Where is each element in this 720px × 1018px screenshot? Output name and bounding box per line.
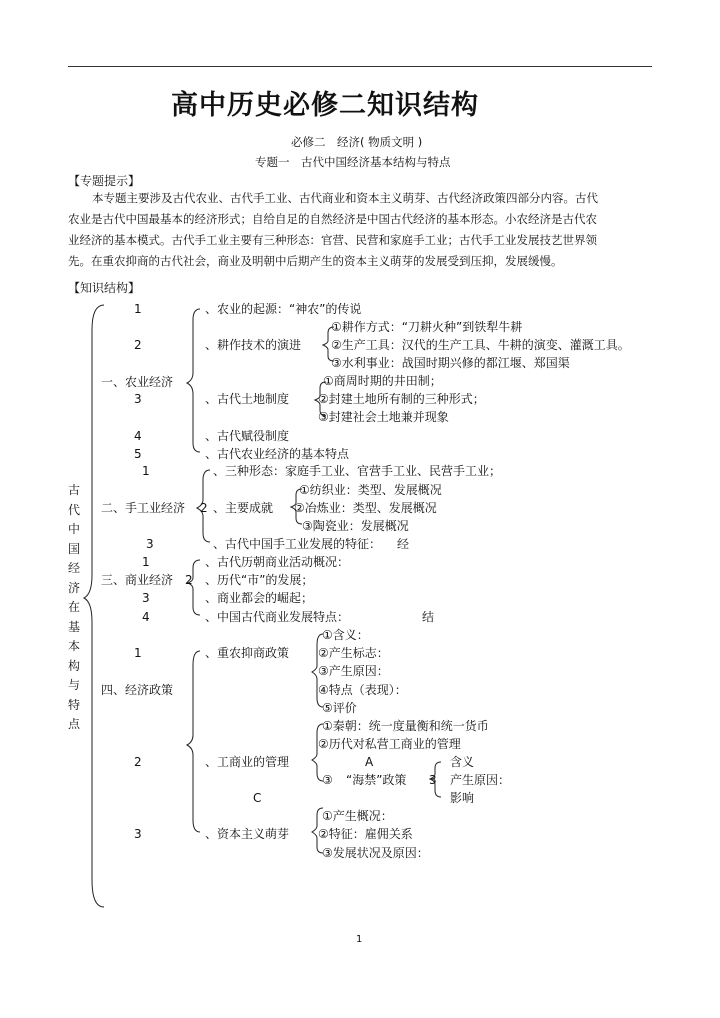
item-number: 4: [142, 610, 150, 624]
page-subtitle: 必修二 经济( 物质文明 ): [291, 135, 423, 149]
item-c4: 、中国古代商业发展特点：: [205, 610, 350, 624]
item-h2-2: ②冶炼业：类型、发展概况: [294, 501, 437, 515]
item-p3-1: ①产生概况：: [322, 809, 393, 823]
item-number: 1: [142, 555, 150, 569]
item-number: 3: [134, 827, 142, 841]
item-a2-1: ①耕作方式：“刀耕火种”到铁犁牛耕: [331, 320, 523, 334]
page-number: 1: [356, 934, 363, 945]
item-number: 4: [134, 429, 142, 443]
item-c4-tail: 结: [422, 610, 435, 624]
item-number: 3: [134, 392, 142, 406]
item-a3: 、古代土地制度: [205, 392, 290, 406]
item-c3: 、商业都会的崛起；: [205, 591, 314, 605]
section-agriculture: 一、农业经济: [101, 375, 174, 389]
item-a3-3: ③封建社会土地兼并现象: [318, 410, 449, 424]
section-policy: 四、经济政策: [101, 683, 174, 697]
item-a4: 、古代赋役制度: [205, 429, 290, 443]
item-a3-2: ②封建土地所有制的三种形式；: [318, 392, 485, 406]
item-number: 2: [185, 573, 193, 587]
item-number: 2: [200, 501, 208, 515]
item-p1-4: ④特点（表现）：: [318, 683, 407, 697]
tips-line: 业经济的基本模式。古代手工业主要有三种形态：官营、民营和家庭手工业；古代手工业发展技艺世界领: [68, 233, 597, 247]
root-bracket: [84, 305, 104, 907]
item-c1: 、古代历朝商业活动概况：: [205, 555, 350, 569]
item-number: 3: [142, 591, 150, 605]
item-a1: 、农业的起源：“神农”的传说: [205, 302, 362, 316]
item-number: 3: [146, 537, 154, 551]
root-label: 古代中国经济在基本构与特点: [67, 483, 80, 731]
agri-bracket: [187, 309, 200, 452]
item-a2-3: ③水利事业：战国时期兴修的都江堰、郑国渠: [331, 356, 570, 370]
stray-digit-3: 3: [429, 773, 437, 787]
item-a5: 、古代农业经济的基本特点: [205, 447, 350, 461]
policy-bracket: [187, 651, 200, 832]
item-number: 2: [134, 755, 142, 769]
item-number: 1: [134, 302, 142, 316]
item-p2-2: ②历代对私营工商业的管理: [318, 737, 461, 751]
item-number: 5: [134, 447, 142, 461]
item-p3: 、资本主义萌芽: [205, 827, 290, 841]
item-h3: 、古代中国手工业发展的特征：: [213, 537, 382, 551]
item-p2-3-num: ③: [322, 773, 333, 787]
item-h3-tail: 经: [397, 537, 410, 551]
page-title: 高中历史必修二知识结构: [171, 90, 479, 121]
item-p2-3: “海禁”政策: [346, 773, 407, 787]
item-p3-2: ②特征：雇佣关系: [318, 827, 413, 841]
item-p2-3-3: 影响: [450, 791, 475, 805]
item-number: 1: [134, 646, 142, 660]
stray-letter-a: A: [365, 755, 374, 769]
item-h2-3: ③陶瓷业：发展概况: [302, 519, 409, 533]
tips-line: 先。在重农抑商的古代社会，商业及明朝中后期产生的资本主义萌芽的发展受到压抑，发展缓慢。: [68, 254, 563, 268]
item-p1: 、重农抑商政策: [205, 646, 290, 660]
item-p1-2: ②产生标志：: [318, 646, 389, 660]
item-h1: 、三种形态：家庭手工业、官营手工业、民营手工业；: [213, 464, 502, 478]
item-c2: 、历代“市”的发展；: [205, 573, 314, 587]
topic-heading: 专题一 古代中国经济基本结构与特点: [255, 155, 451, 169]
item-p1-5: ⑤评价: [322, 701, 357, 715]
item-p3-3: ③发展状况及原因：: [322, 846, 429, 860]
tips-line: 本专题主要涉及古代农业、古代手工业、古代商业和资本主义萌芽、古代经济政策四部分内容。古代: [92, 191, 598, 205]
item-p2-3-1: 含义: [450, 755, 475, 769]
structure-label: 【知识结构】: [68, 281, 141, 295]
section-handicraft: 二、手工业经济: [101, 501, 186, 515]
item-p1-1: ①含义：: [322, 628, 369, 642]
item-p2-1: ①秦朝：统一度量衡和统一货币: [322, 719, 489, 733]
tips-line: 农业是古代中国最基本的经济形式；自给自足的自然经济是中国古代经济的基本形态。小农经济是古代农: [68, 212, 597, 226]
item-h2: 、主要成就: [213, 501, 274, 515]
item-p1-3: ③产生原因：: [318, 664, 389, 678]
item-p2: 、工商业的管理: [205, 755, 290, 769]
section-commerce: 三、商业经济: [101, 573, 174, 587]
stray-letter-c: C: [253, 791, 262, 805]
tips-label: 【专题提示】: [68, 174, 141, 188]
item-p2-3-2: 产生原因：: [450, 773, 511, 787]
item-a3-1: ①商周时期的井田制；: [323, 374, 442, 388]
item-number: 1: [142, 464, 150, 478]
item-a2-2: ②生产工具：汉代的生产工具、牛耕的演变、灌溉工具。: [331, 338, 630, 352]
item-number: 2: [134, 338, 142, 352]
item-h2-1: ①纺织业：类型、发展概况: [299, 483, 442, 497]
comm-bracket: [188, 560, 200, 615]
item-a2: 、耕作技术的演进: [205, 338, 302, 352]
